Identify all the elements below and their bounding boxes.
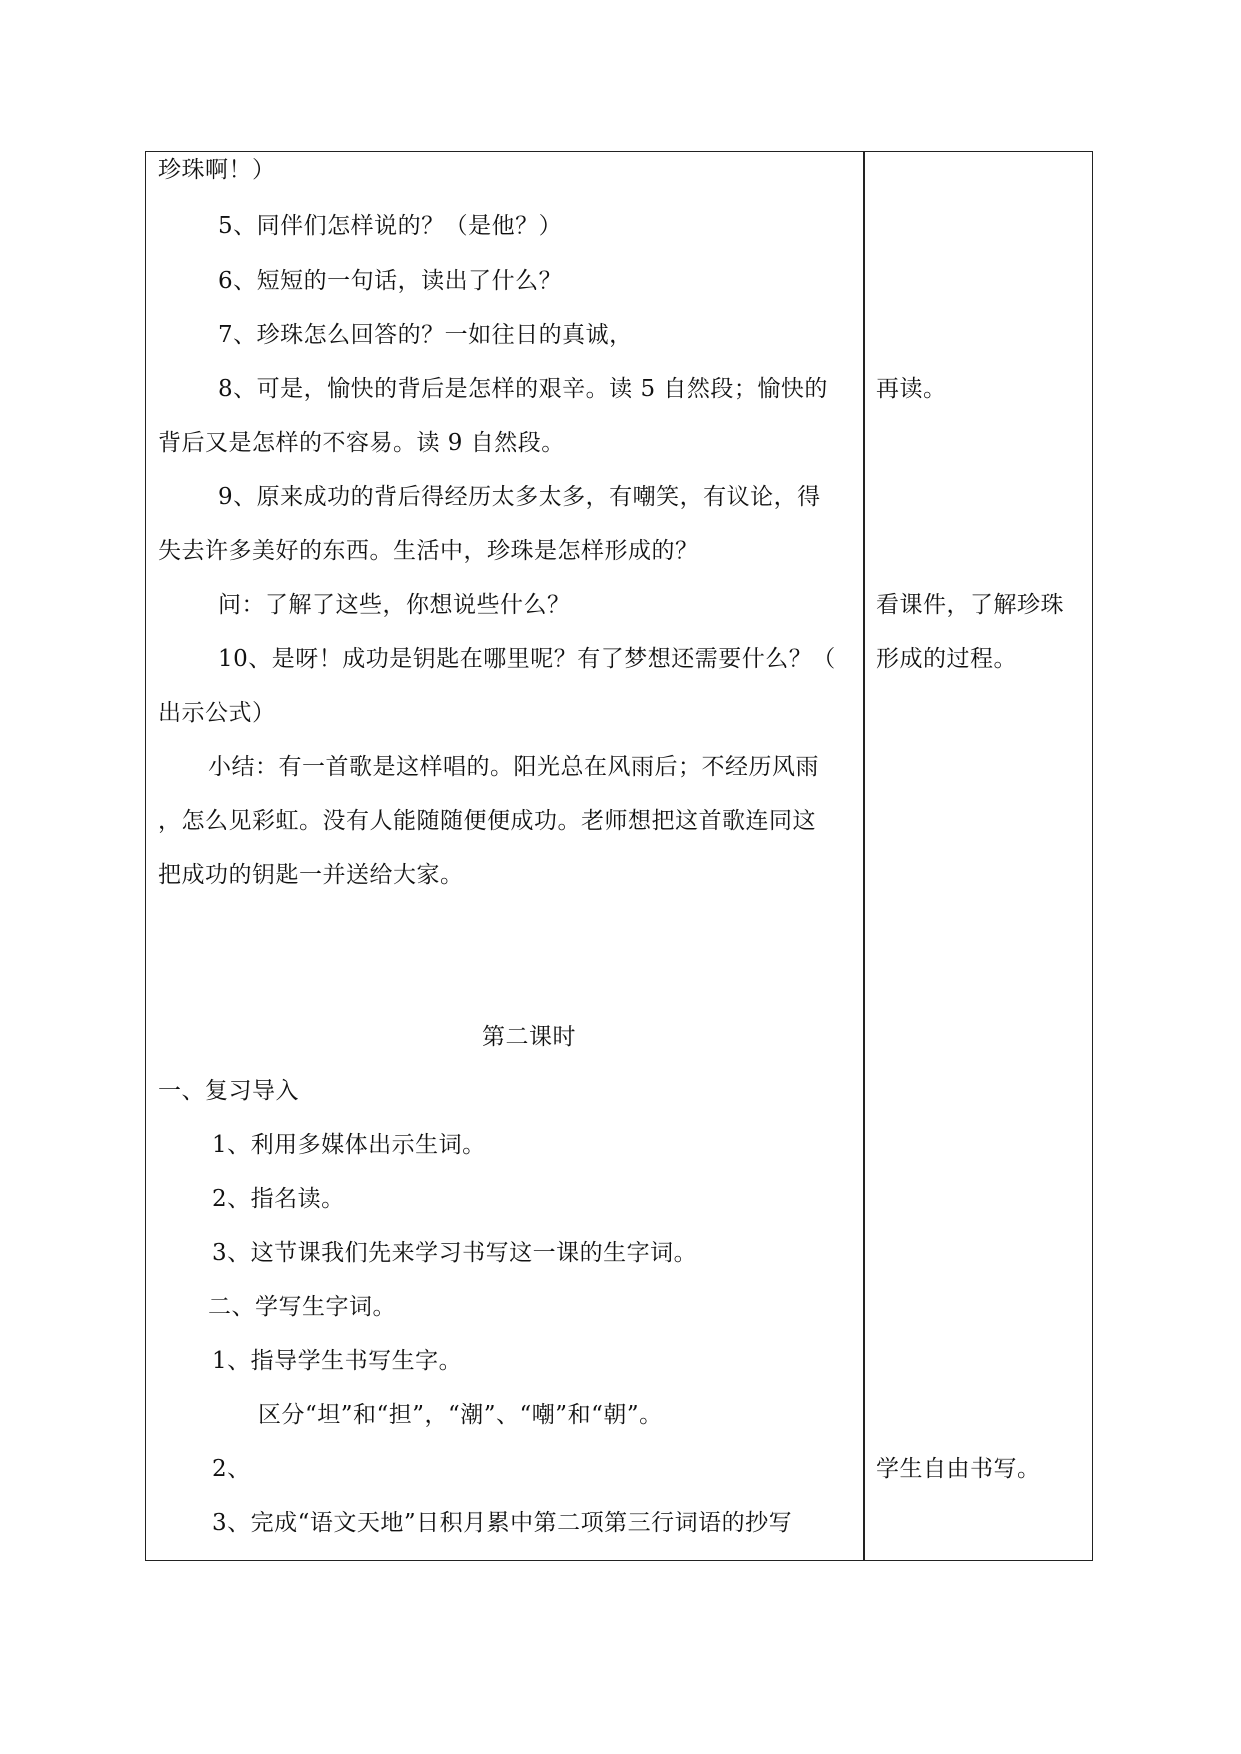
main-text-line: 小结：有一首歌是这样唱的。阳光总在风雨后；不经历风雨 [208,754,819,780]
main-text-line: 区分“坦”和“担”，“潮”、“嘲”和“朝”。 [258,1402,663,1428]
main-text-line: 出示公式） [158,700,276,726]
main-text-line: ，怎么见彩虹。没有人能随随便便成功。老师想把这首歌连同这 [158,808,816,834]
main-text-line: 二、学写生字词。 [208,1294,396,1320]
main-text-line: 珍珠啊！） [158,157,276,183]
main-text-line: 3、这节课我们先来学习书写这一课的生字词。 [212,1240,698,1266]
main-text-line: 失去许多美好的东西。生活中，珍珠是怎样形成的？ [158,538,699,564]
main-text-line: 8、可是，愉快的背后是怎样的艰辛。读 5 自然段；愉快的 [218,376,828,402]
main-text-line: 第二课时 [482,1024,576,1050]
main-text-line: 2、指名读。 [212,1186,345,1212]
main-text-line: 3、完成“语文天地”日积月累中第二项第三行词语的抄写 [212,1510,793,1536]
main-text-line: 7、珍珠怎么回答的？一如往日的真诚， [218,322,633,348]
column-divider [863,151,865,1561]
main-text-line: 一、复习导入 [158,1078,299,1104]
main-text-line: 9、原来成功的背后得经历太多太多，有嘲笑，有议论，得 [218,484,821,510]
main-text-line: 5、同伴们怎样说的？（是他？） [218,213,563,239]
main-text-line: 2、 [212,1456,251,1482]
main-text-line: 把成功的钥匙一并送给大家。 [158,862,464,888]
side-text-line: 看课件，了解珍珠 [876,592,1064,618]
main-text-line: 6、短短的一句话，读出了什么？ [218,268,563,294]
side-text-line: 再读。 [876,376,947,402]
side-text-line: 形成的过程。 [876,646,1017,672]
main-text-line: 1、指导学生书写生字。 [212,1348,463,1374]
main-text-line: 背后又是怎样的不容易。读 9 自然段。 [158,430,565,456]
main-text-line: 1、利用多媒体出示生词。 [212,1132,486,1158]
main-text-line: 问：了解了这些，你想说些什么？ [218,592,571,618]
main-text-line: 10、是呀！成功是钥匙在哪里呢？有了梦想还需要什么？（ [218,646,836,672]
side-text-line: 学生自由书写。 [876,1456,1041,1482]
